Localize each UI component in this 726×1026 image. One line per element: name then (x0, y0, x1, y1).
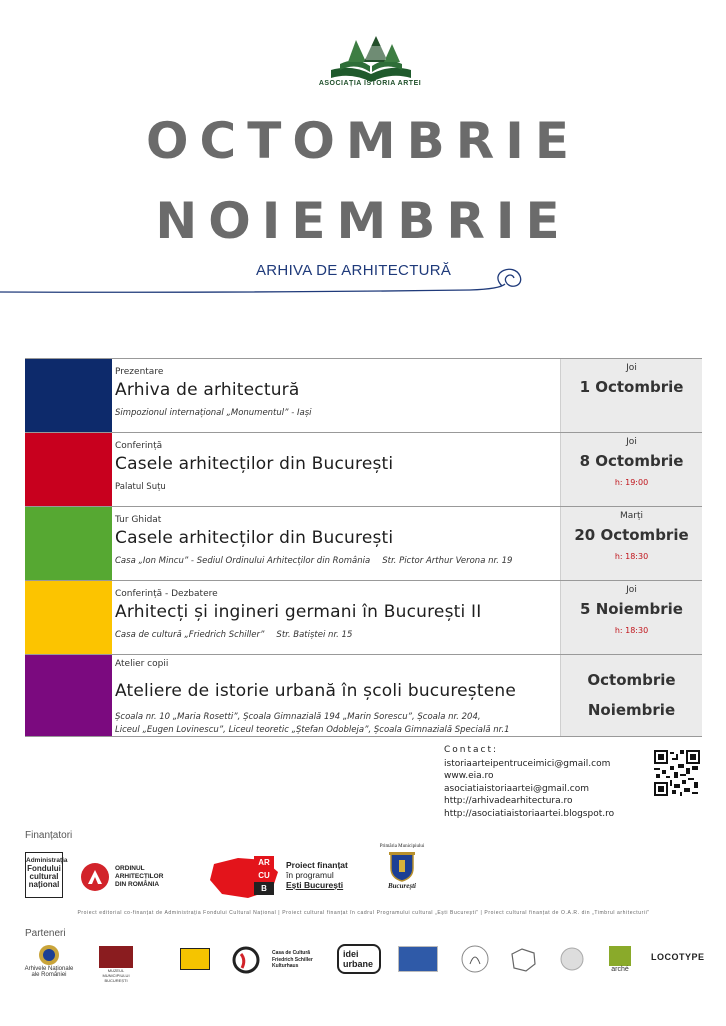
event-date-cell (560, 359, 702, 432)
event-hour: h: 18:30 (614, 552, 649, 561)
oar-icon (80, 862, 110, 892)
event-type: Atelier copii (115, 659, 169, 669)
event-type: Conferință (115, 441, 163, 451)
arcub-line: în programul (286, 870, 334, 880)
event-type: Tur Ghidat (115, 515, 162, 525)
event-place (115, 630, 560, 640)
coat-of-arms-icon (389, 852, 415, 882)
event-title: Casele arhitecților din București (115, 528, 394, 548)
arcub-line: Ești București (286, 880, 344, 890)
funders-logos (0, 840, 726, 910)
contact-label: Contact: (444, 745, 499, 755)
event-month-1: Octombrie (587, 671, 676, 689)
schiller-logo (232, 946, 324, 974)
event-date: 8 Octombrie (579, 452, 684, 470)
primaria-logo (376, 844, 428, 904)
color-swatch (25, 581, 112, 654)
arcub-letters: CU (258, 871, 270, 880)
event-place (115, 711, 560, 737)
partner-photo-logo (398, 946, 438, 972)
contact-email-kids[interactable]: istoriaarteipentruceimici@gmail.com (444, 758, 611, 769)
event-day: Joi (626, 437, 637, 447)
event-title: Arhiva de arhitectură (115, 380, 300, 400)
locotype-logo: LOCOTYPE (651, 952, 705, 962)
event-info (112, 359, 560, 432)
color-swatch (25, 433, 112, 506)
idei-urbane-logo (337, 944, 381, 974)
event-title: Arhitecți și ingineri germani în București II (115, 602, 482, 622)
afcn-line: Administrația (26, 857, 68, 864)
event-row (25, 655, 702, 737)
arcub-logo (208, 854, 368, 904)
afcn-line: Fondului (27, 864, 61, 873)
arche-logo (607, 946, 633, 973)
arcub-letters: B (254, 882, 274, 895)
title-november: NOIEMBRIE (155, 192, 571, 250)
event-venue-line1: Școala nr. 10 „Maria Rosetti”, Școala Gimnazială 194 „Marin Sorescu”, Școala nr. 204, (115, 712, 481, 722)
event-place (115, 482, 560, 492)
primaria-line: București (387, 882, 416, 890)
event-info (112, 433, 560, 506)
map-romania-logo (508, 946, 538, 974)
idei-line: urbane (343, 959, 374, 969)
arhive-line: Arhivele Naționale (24, 966, 74, 972)
muzeu-line: MUZEUL (107, 968, 125, 973)
event-date-cell (560, 581, 702, 654)
event-row (25, 433, 702, 507)
arcub-line: Proiect finanțat (286, 860, 348, 870)
muzeu-line: BUCUREȘTI (104, 978, 128, 983)
afcn-line: cultural (29, 872, 59, 881)
contact-archive-link[interactable]: http://arhivadearhitectura.ro (444, 796, 573, 806)
qr-code-icon[interactable] (654, 750, 700, 796)
book-icon (331, 36, 411, 82)
event-day: Joi (626, 363, 637, 373)
color-swatch (25, 359, 112, 432)
contact-blog-link[interactable]: http://asociatiaistoriaartei.blogspot.ro (444, 808, 615, 819)
event-date: 5 Noiembrie (580, 600, 683, 618)
color-swatch (25, 655, 112, 736)
portrait-logo (460, 944, 490, 974)
event-venue: Palatul Suțu (115, 482, 166, 492)
event-date-cell (560, 433, 702, 506)
event-venue: Casa „Ion Mincu” - Sediul Ordinului Arhitecților din România (115, 556, 371, 566)
title-october: OCTOMBRIE (146, 112, 580, 170)
event-day: Marți (619, 511, 643, 521)
event-venue: Simpozionul internațional „Monumentul” - Iași (115, 408, 312, 418)
event-day: Joi (626, 585, 637, 595)
contact-email[interactable]: asociatiaistoriaartei@gmail.com (444, 783, 590, 794)
bucurestii-logo (180, 948, 210, 970)
spiral-icon (498, 269, 521, 286)
event-info (112, 655, 560, 736)
event-place (115, 556, 560, 566)
partners-logos (0, 940, 726, 1000)
arcub-letters: AR (258, 858, 270, 867)
afcn-logo (25, 852, 68, 898)
oar-line: DIN ROMÂNIA (115, 881, 160, 888)
oar-logo (80, 862, 180, 896)
event-type: Prezentare (115, 367, 164, 377)
funding-fineprint: Proiect editorial co-finanțat de Administrația Fondului Cultural Național | Proiect cultural finanțat în cadrul Programului cultural „Ești București” | Proiect cultural finanțat de O.A.R. din „Timbrul arhitecturii” (77, 910, 650, 916)
circle-partner-logo (559, 946, 585, 972)
logo-text: ASOCIAȚIA ISTORIA ARTEI (318, 80, 422, 87)
event-info (112, 507, 560, 580)
event-row (25, 507, 702, 581)
arche-text: arché (611, 966, 629, 973)
event-venue-line2: Liceul „Eugen Lovinescu”, Liceul teoretic „Ștefan Odobleja”, Școala Gimnazială Specială nr.1 (115, 725, 510, 735)
schiller-line: Kulturhaus (272, 963, 299, 969)
oar-line: ORDINUL (115, 865, 145, 872)
muzeu-icon (99, 946, 133, 968)
subtitle: ARHIVA DE ARHITECTURĂ (256, 262, 452, 279)
crest-icon (38, 944, 60, 966)
idei-line: idei (343, 949, 359, 959)
schiller-line: Friedrich Schiller (272, 956, 313, 963)
event-row (25, 359, 702, 433)
event-place (115, 408, 560, 418)
event-date-cell (560, 655, 702, 736)
event-date-cell (560, 507, 702, 580)
contact-website[interactable]: www.eia.ro (444, 771, 494, 781)
schiller-line: Casa de Cultură (272, 950, 311, 956)
primaria-line: Primăria Municipiului (379, 844, 425, 849)
event-date: 20 Octombrie (574, 526, 689, 544)
event-type: Conferință - Dezbatere (115, 589, 218, 599)
muzeu-logo (98, 946, 134, 983)
schiller-icon (232, 946, 260, 974)
partners-label: Parteneri (25, 928, 66, 939)
arhive-line: ale României (31, 972, 67, 978)
afcn-line: național (28, 880, 60, 889)
event-title: Casele arhitecților din București (115, 454, 394, 474)
schedule-table (25, 358, 702, 737)
event-info (112, 581, 560, 654)
muzeu-line: MUNICIPIULUI (102, 973, 130, 978)
funders-label: Finanțatori (25, 830, 73, 841)
contact-block (444, 744, 614, 820)
event-venue: Casa de cultură „Friedrich Schiller” (115, 630, 265, 640)
event-title: Ateliere de istorie urbană în școli bucureștene (115, 681, 517, 701)
event-address: Str. Pictor Arthur Verona nr. 19 (382, 556, 513, 566)
event-address: Str. Batiștei nr. 15 (276, 630, 353, 640)
event-hour: h: 19:00 (614, 478, 649, 487)
event-row (25, 581, 702, 655)
color-swatch (25, 507, 112, 580)
event-month-2: Noiembrie (587, 701, 676, 719)
event-hour: h: 18:30 (614, 626, 649, 635)
arhive-nationale-logo (22, 944, 76, 978)
event-date: 1 Octombrie (579, 378, 684, 396)
oar-line: ARHITECȚILOR (115, 873, 164, 880)
arche-icon (609, 946, 631, 966)
